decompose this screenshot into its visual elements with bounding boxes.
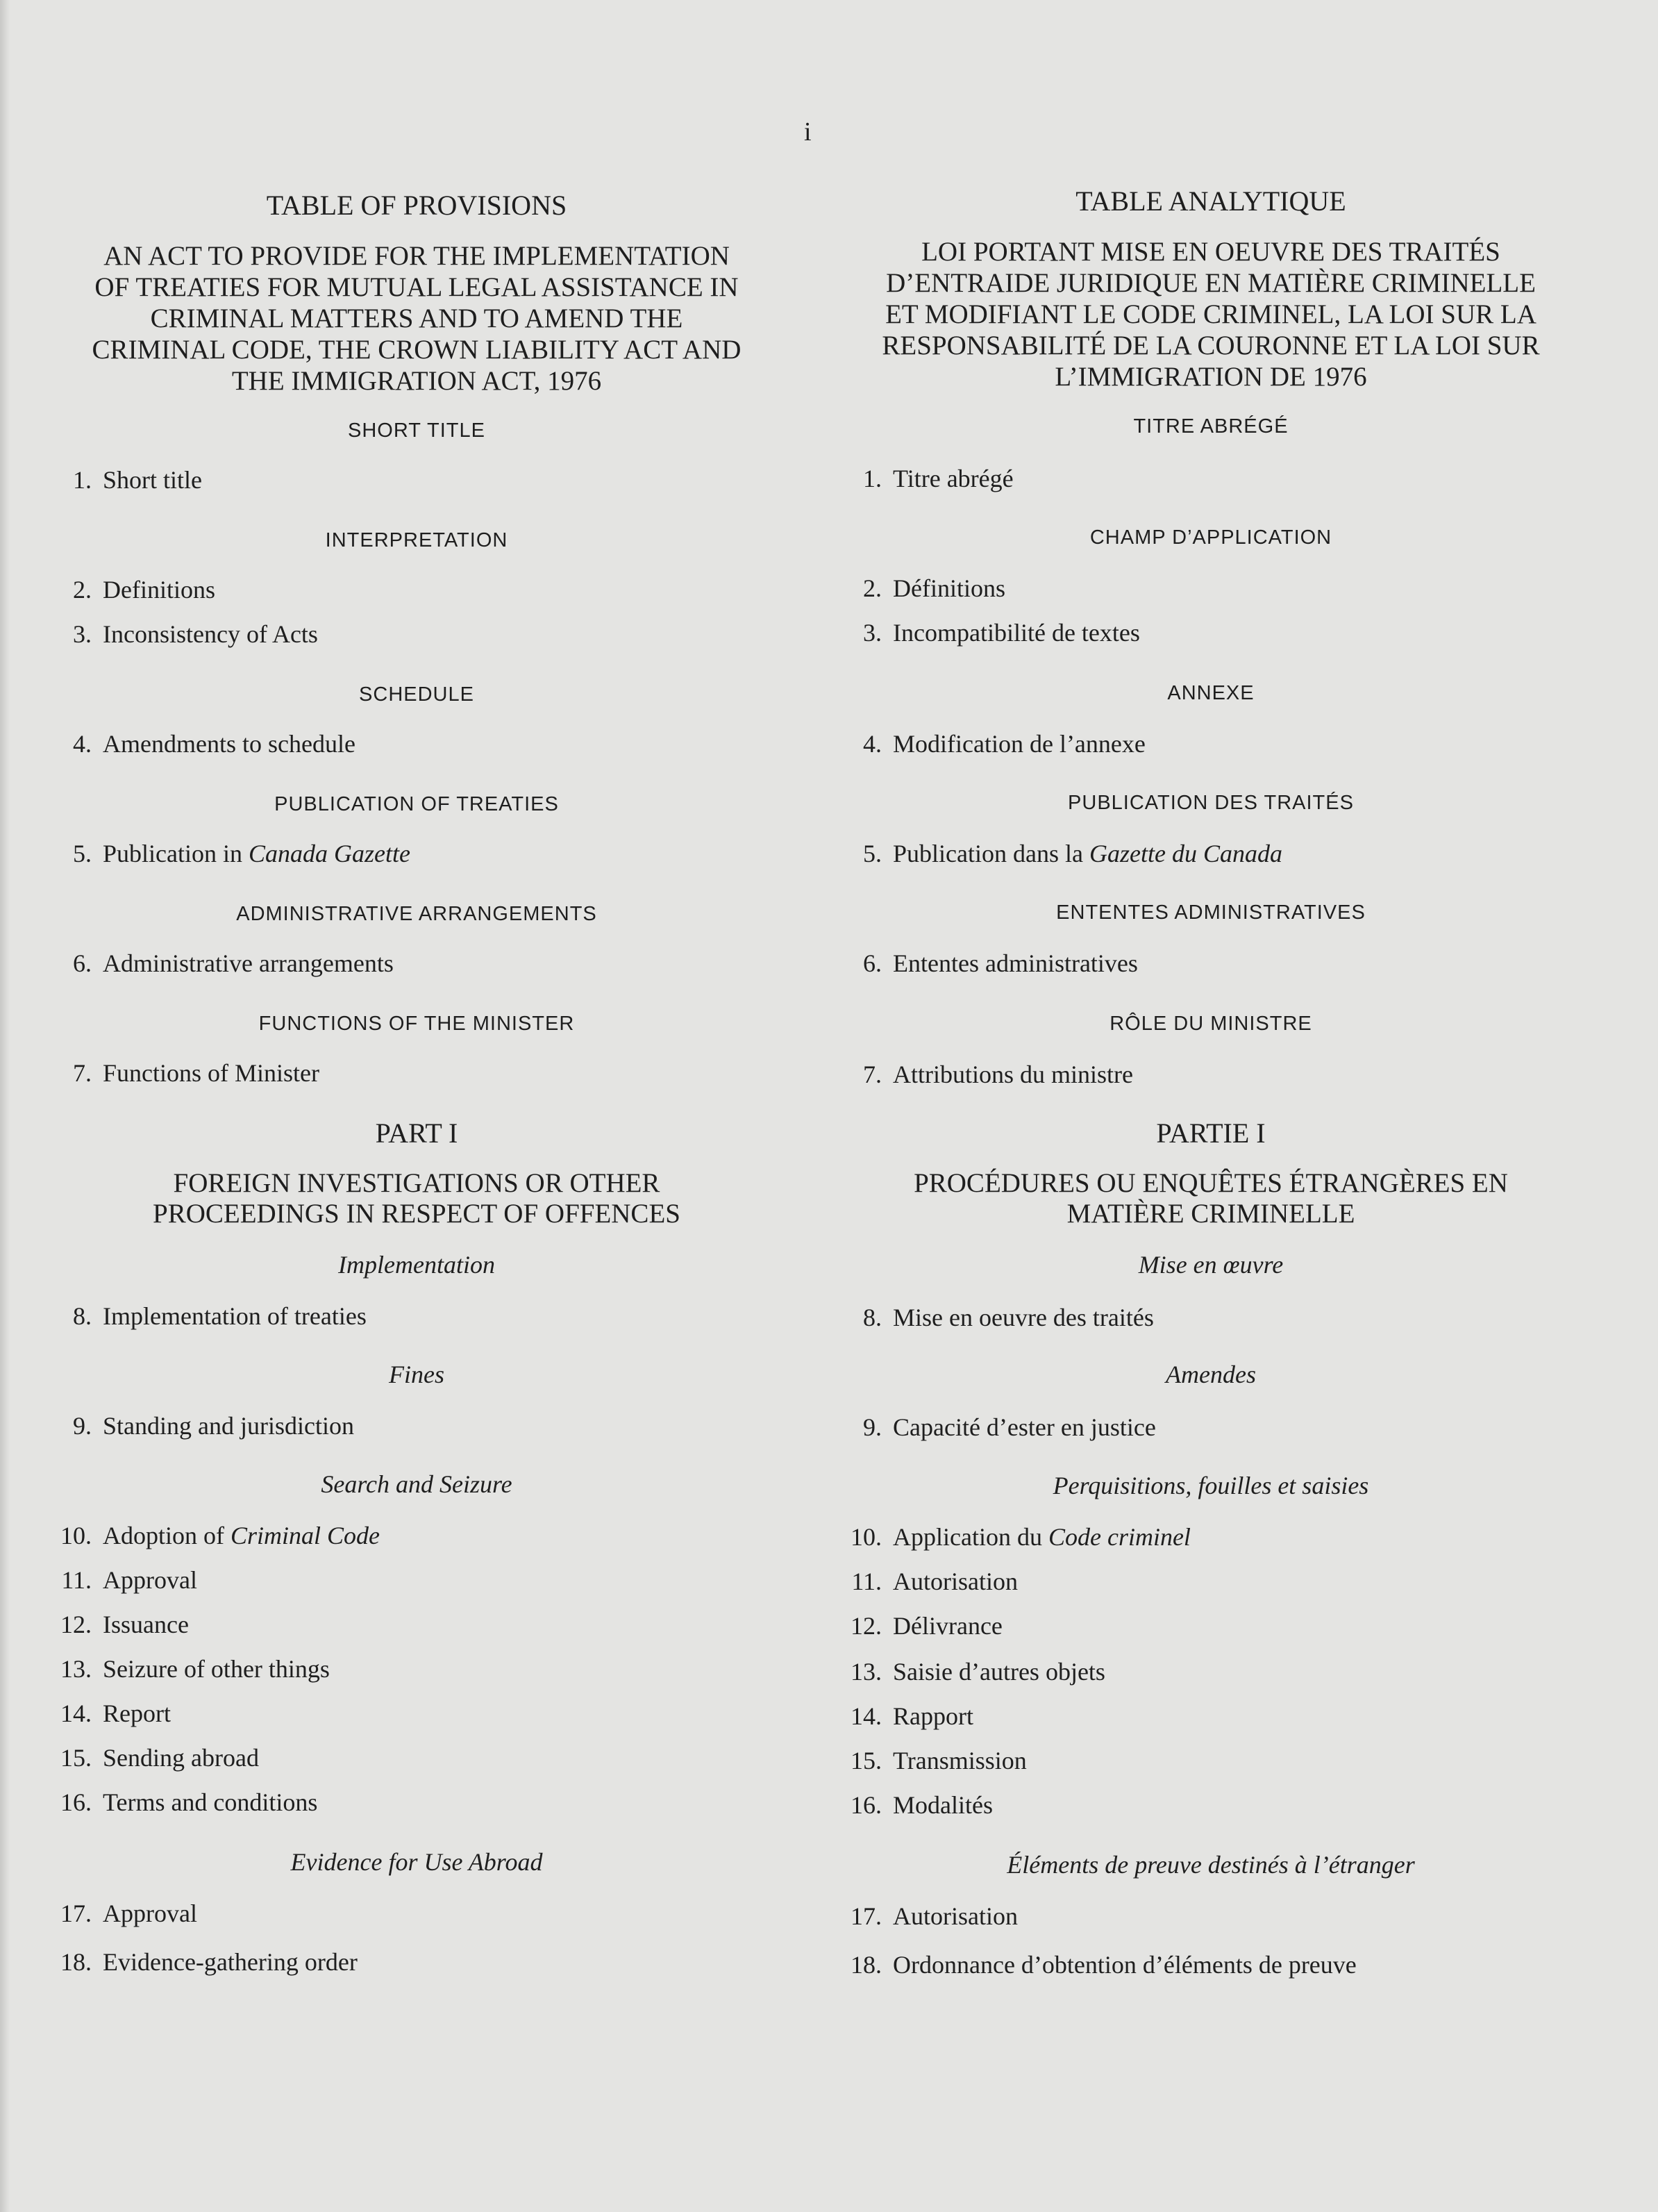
page-edge-shadow xyxy=(0,0,10,2212)
entry-label: Capacité d’ester en justice xyxy=(893,1413,1156,1441)
provision-entry xyxy=(846,1413,1156,1442)
provision-entry xyxy=(56,839,410,868)
entry-label-italic: Canada Gazette xyxy=(249,840,410,867)
entry-number: 4. xyxy=(73,730,92,758)
entry-label: Titre abrégé xyxy=(893,465,1014,492)
part-label: PART I xyxy=(375,1117,458,1149)
entry-number: 1. xyxy=(863,465,882,492)
entry-label-italic: Criminal Code xyxy=(231,1522,380,1549)
entry-label: Functions of Minister xyxy=(103,1059,319,1087)
entry-number: 2. xyxy=(73,576,92,604)
entry-label: Modalités xyxy=(893,1791,993,1819)
entry-number: 11. xyxy=(61,1566,92,1594)
subheading: Fines xyxy=(389,1361,444,1388)
section-heading: RÔLE DU MINISTRE xyxy=(1109,1013,1312,1035)
provision-entry xyxy=(56,949,394,978)
entry-number: 17. xyxy=(851,1902,882,1930)
act-title xyxy=(846,236,1576,392)
provision-entry xyxy=(56,1947,358,1977)
act-title-line: ET MODIFIANT LE CODE CRIMINEL, LA LOI SUR LA xyxy=(885,299,1536,329)
entry-number: 13. xyxy=(60,1655,92,1683)
subheading: Evidence for Use Abroad xyxy=(290,1848,543,1876)
entry-label: Sending abroad xyxy=(103,1744,259,1772)
provision-entry xyxy=(846,839,1282,868)
entry-label: Evidence-gathering order xyxy=(103,1948,358,1976)
provision-entry xyxy=(56,465,202,494)
entry-label: Publication in xyxy=(103,840,249,867)
entry-label-italic: Code criminel xyxy=(1048,1523,1191,1551)
entry-label: Mise en oeuvre des traités xyxy=(893,1304,1154,1331)
table-heading: TABLE ANALYTIQUE xyxy=(1075,185,1346,217)
entry-label: Short title xyxy=(103,466,202,494)
provision-entry xyxy=(56,575,215,604)
provision-entry xyxy=(56,1699,171,1728)
entry-number: 18. xyxy=(851,1951,882,1979)
entry-label: Issuance xyxy=(103,1611,189,1638)
provision-entry xyxy=(846,464,1014,493)
entry-number: 3. xyxy=(863,619,882,647)
entry-label: Approval xyxy=(103,1566,197,1594)
subheading: Amendes xyxy=(1166,1361,1256,1388)
section-heading: ADMINISTRATIVE ARRANGEMENTS xyxy=(236,903,597,925)
entry-label: Report xyxy=(103,1699,171,1727)
entry-number: 11. xyxy=(851,1567,882,1595)
provision-entry xyxy=(56,1654,330,1683)
provision-entry xyxy=(846,1567,1018,1596)
provision-entry xyxy=(56,1899,197,1928)
entry-label: Administrative arrangements xyxy=(103,949,394,977)
entry-number: 14. xyxy=(851,1702,882,1730)
provision-entry xyxy=(846,1702,973,1731)
part-title-line: PROCÉDURES OU ENQUÊTES ÉTRANGÈRES EN xyxy=(914,1168,1508,1198)
section-heading: SHORT TITLE xyxy=(348,419,485,442)
entry-label: Délivrance xyxy=(893,1612,1003,1640)
entry-label: Autorisation xyxy=(893,1567,1018,1595)
provision-entry xyxy=(846,1522,1191,1552)
section-heading: INTERPRETATION xyxy=(325,529,508,551)
entry-label: Modification de l’annexe xyxy=(893,730,1146,758)
entry-label: Approval xyxy=(103,1899,197,1927)
entry-number: 12. xyxy=(60,1611,92,1638)
provision-entry xyxy=(56,1058,319,1088)
entry-number: 1. xyxy=(73,466,92,494)
act-title-line: AN ACT TO PROVIDE FOR THE IMPLEMENTATION xyxy=(103,241,730,271)
entry-number: 15. xyxy=(851,1747,882,1774)
provision-entry xyxy=(56,729,355,758)
part-label: PARTIE I xyxy=(1156,1117,1266,1149)
entry-number: 17. xyxy=(60,1899,92,1927)
entry-label: Définitions xyxy=(893,574,1005,602)
act-title-line: RESPONSABILITÉ DE LA COURONNE ET LA LOI SUR xyxy=(882,331,1540,360)
provision-entry xyxy=(846,1790,993,1820)
provision-entry xyxy=(56,1411,354,1440)
entry-label: Rapport xyxy=(893,1702,973,1730)
entry-number: 12. xyxy=(851,1612,882,1640)
entry-number: 7. xyxy=(73,1059,92,1087)
provision-entry xyxy=(846,729,1146,758)
entry-number: 9. xyxy=(73,1412,92,1440)
entry-number: 5. xyxy=(863,840,882,867)
part-title-line: FOREIGN INVESTIGATIONS OR OTHER xyxy=(173,1168,660,1198)
table-heading: TABLE OF PROVISIONS xyxy=(266,190,567,221)
page-number: i xyxy=(804,117,812,147)
provision-entry xyxy=(846,1611,1003,1640)
act-title-line: LOI PORTANT MISE EN OEUVRE DES TRAITÉS xyxy=(921,237,1500,267)
part-title-line: PROCEEDINGS IN RESPECT OF OFFENCES xyxy=(153,1199,680,1229)
entry-number: 6. xyxy=(863,949,882,977)
entry-label: Attributions du ministre xyxy=(893,1061,1133,1088)
provision-entry xyxy=(846,1303,1154,1332)
entry-label: Seizure of other things xyxy=(103,1655,330,1683)
entry-label: Ordonnance d’obtention d’éléments de preuve xyxy=(893,1951,1357,1979)
entry-label: Definitions xyxy=(103,576,215,604)
provision-entry xyxy=(846,1950,1357,1979)
entry-label: Transmission xyxy=(893,1747,1027,1774)
entry-label: Terms and conditions xyxy=(103,1788,318,1816)
entry-label: Ententes administratives xyxy=(893,949,1138,977)
entry-number: 2. xyxy=(863,574,882,602)
part-title-line: MATIÈRE CRIMINELLE xyxy=(1066,1199,1355,1229)
provision-entry xyxy=(846,574,1005,603)
provision-entry xyxy=(56,1610,189,1639)
entry-label: Saisie d’autres objets xyxy=(893,1658,1105,1686)
act-title xyxy=(56,240,778,397)
section-heading: SCHEDULE xyxy=(359,683,474,706)
provision-entry xyxy=(846,618,1140,647)
entry-number: 10. xyxy=(851,1523,882,1551)
entry-number: 3. xyxy=(73,620,92,648)
entry-number: 10. xyxy=(60,1522,92,1549)
section-heading: PUBLICATION OF TREATIES xyxy=(274,793,559,815)
entry-label: Implementation of treaties xyxy=(103,1302,367,1330)
part-title xyxy=(56,1168,778,1229)
entry-label: Standing and jurisdiction xyxy=(103,1412,354,1440)
section-heading: CHAMP D’APPLICATION xyxy=(1089,526,1332,549)
act-title-line: D’ENTRAIDE JURIDIQUE EN MATIÈRE CRIMINELLE xyxy=(886,268,1536,298)
entry-number: 16. xyxy=(851,1791,882,1819)
provision-entry xyxy=(56,1302,367,1331)
act-title-line: CRIMINAL MATTERS AND TO AMEND THE xyxy=(150,303,683,333)
provision-entry xyxy=(56,1565,197,1595)
subheading: Éléments de preuve destinés à l’étranger xyxy=(1007,1851,1415,1879)
entry-number: 16. xyxy=(60,1788,92,1816)
provision-entry xyxy=(56,1743,259,1772)
subheading: Search and Seizure xyxy=(321,1470,512,1498)
entry-label: Inconsistency of Acts xyxy=(103,620,318,648)
provision-entry xyxy=(846,949,1138,978)
subheading: Implementation xyxy=(338,1251,495,1279)
section-heading: ANNEXE xyxy=(1167,682,1255,704)
provision-entry xyxy=(56,1788,317,1817)
entry-number: 15. xyxy=(60,1744,92,1772)
entry-label: Adoption of xyxy=(103,1522,231,1549)
entry-label: Incompatibilité de textes xyxy=(893,619,1140,647)
entry-number: 6. xyxy=(73,949,92,977)
provision-entry xyxy=(56,1521,380,1550)
section-heading: FUNCTIONS OF THE MINISTER xyxy=(258,1013,575,1035)
act-title-line: OF TREATIES FOR MUTUAL LEGAL ASSISTANCE IN xyxy=(94,272,739,302)
provision-entry xyxy=(846,1657,1105,1686)
act-title-line: L’IMMIGRATION DE 1976 xyxy=(1055,362,1367,392)
entry-label: Autorisation xyxy=(893,1902,1018,1930)
entry-number: 13. xyxy=(851,1658,882,1686)
entry-label: Publication dans la xyxy=(893,840,1089,867)
entry-number: 8. xyxy=(73,1302,92,1330)
section-heading: ENTENTES ADMINISTRATIVES xyxy=(1056,901,1366,924)
provision-entry xyxy=(846,1060,1133,1089)
section-heading: TITRE ABRÉGÉ xyxy=(1133,415,1289,438)
entry-label: Application du xyxy=(893,1523,1048,1551)
act-title-line: THE IMMIGRATION ACT, 1976 xyxy=(231,366,602,396)
entry-number: 18. xyxy=(60,1948,92,1976)
provision-entry xyxy=(846,1746,1027,1775)
provision-entry xyxy=(846,1902,1018,1931)
entry-number: 14. xyxy=(60,1699,92,1727)
entry-label-italic: Gazette du Canada xyxy=(1089,840,1282,867)
entry-number: 8. xyxy=(863,1304,882,1331)
entry-number: 4. xyxy=(863,730,882,758)
section-heading: PUBLICATION DES TRAITÉS xyxy=(1068,792,1354,814)
entry-number: 7. xyxy=(863,1061,882,1088)
entry-label: Amendments to schedule xyxy=(103,730,355,758)
subheading: Perquisitions, fouilles et saisies xyxy=(1053,1472,1369,1499)
entry-number: 5. xyxy=(73,840,92,867)
provision-entry xyxy=(56,619,318,649)
entry-number: 9. xyxy=(863,1413,882,1441)
part-title xyxy=(846,1168,1576,1229)
subheading: Mise en œuvre xyxy=(1138,1251,1284,1279)
act-title-line: CRIMINAL CODE, THE CROWN LIABILITY ACT AND xyxy=(92,335,742,365)
